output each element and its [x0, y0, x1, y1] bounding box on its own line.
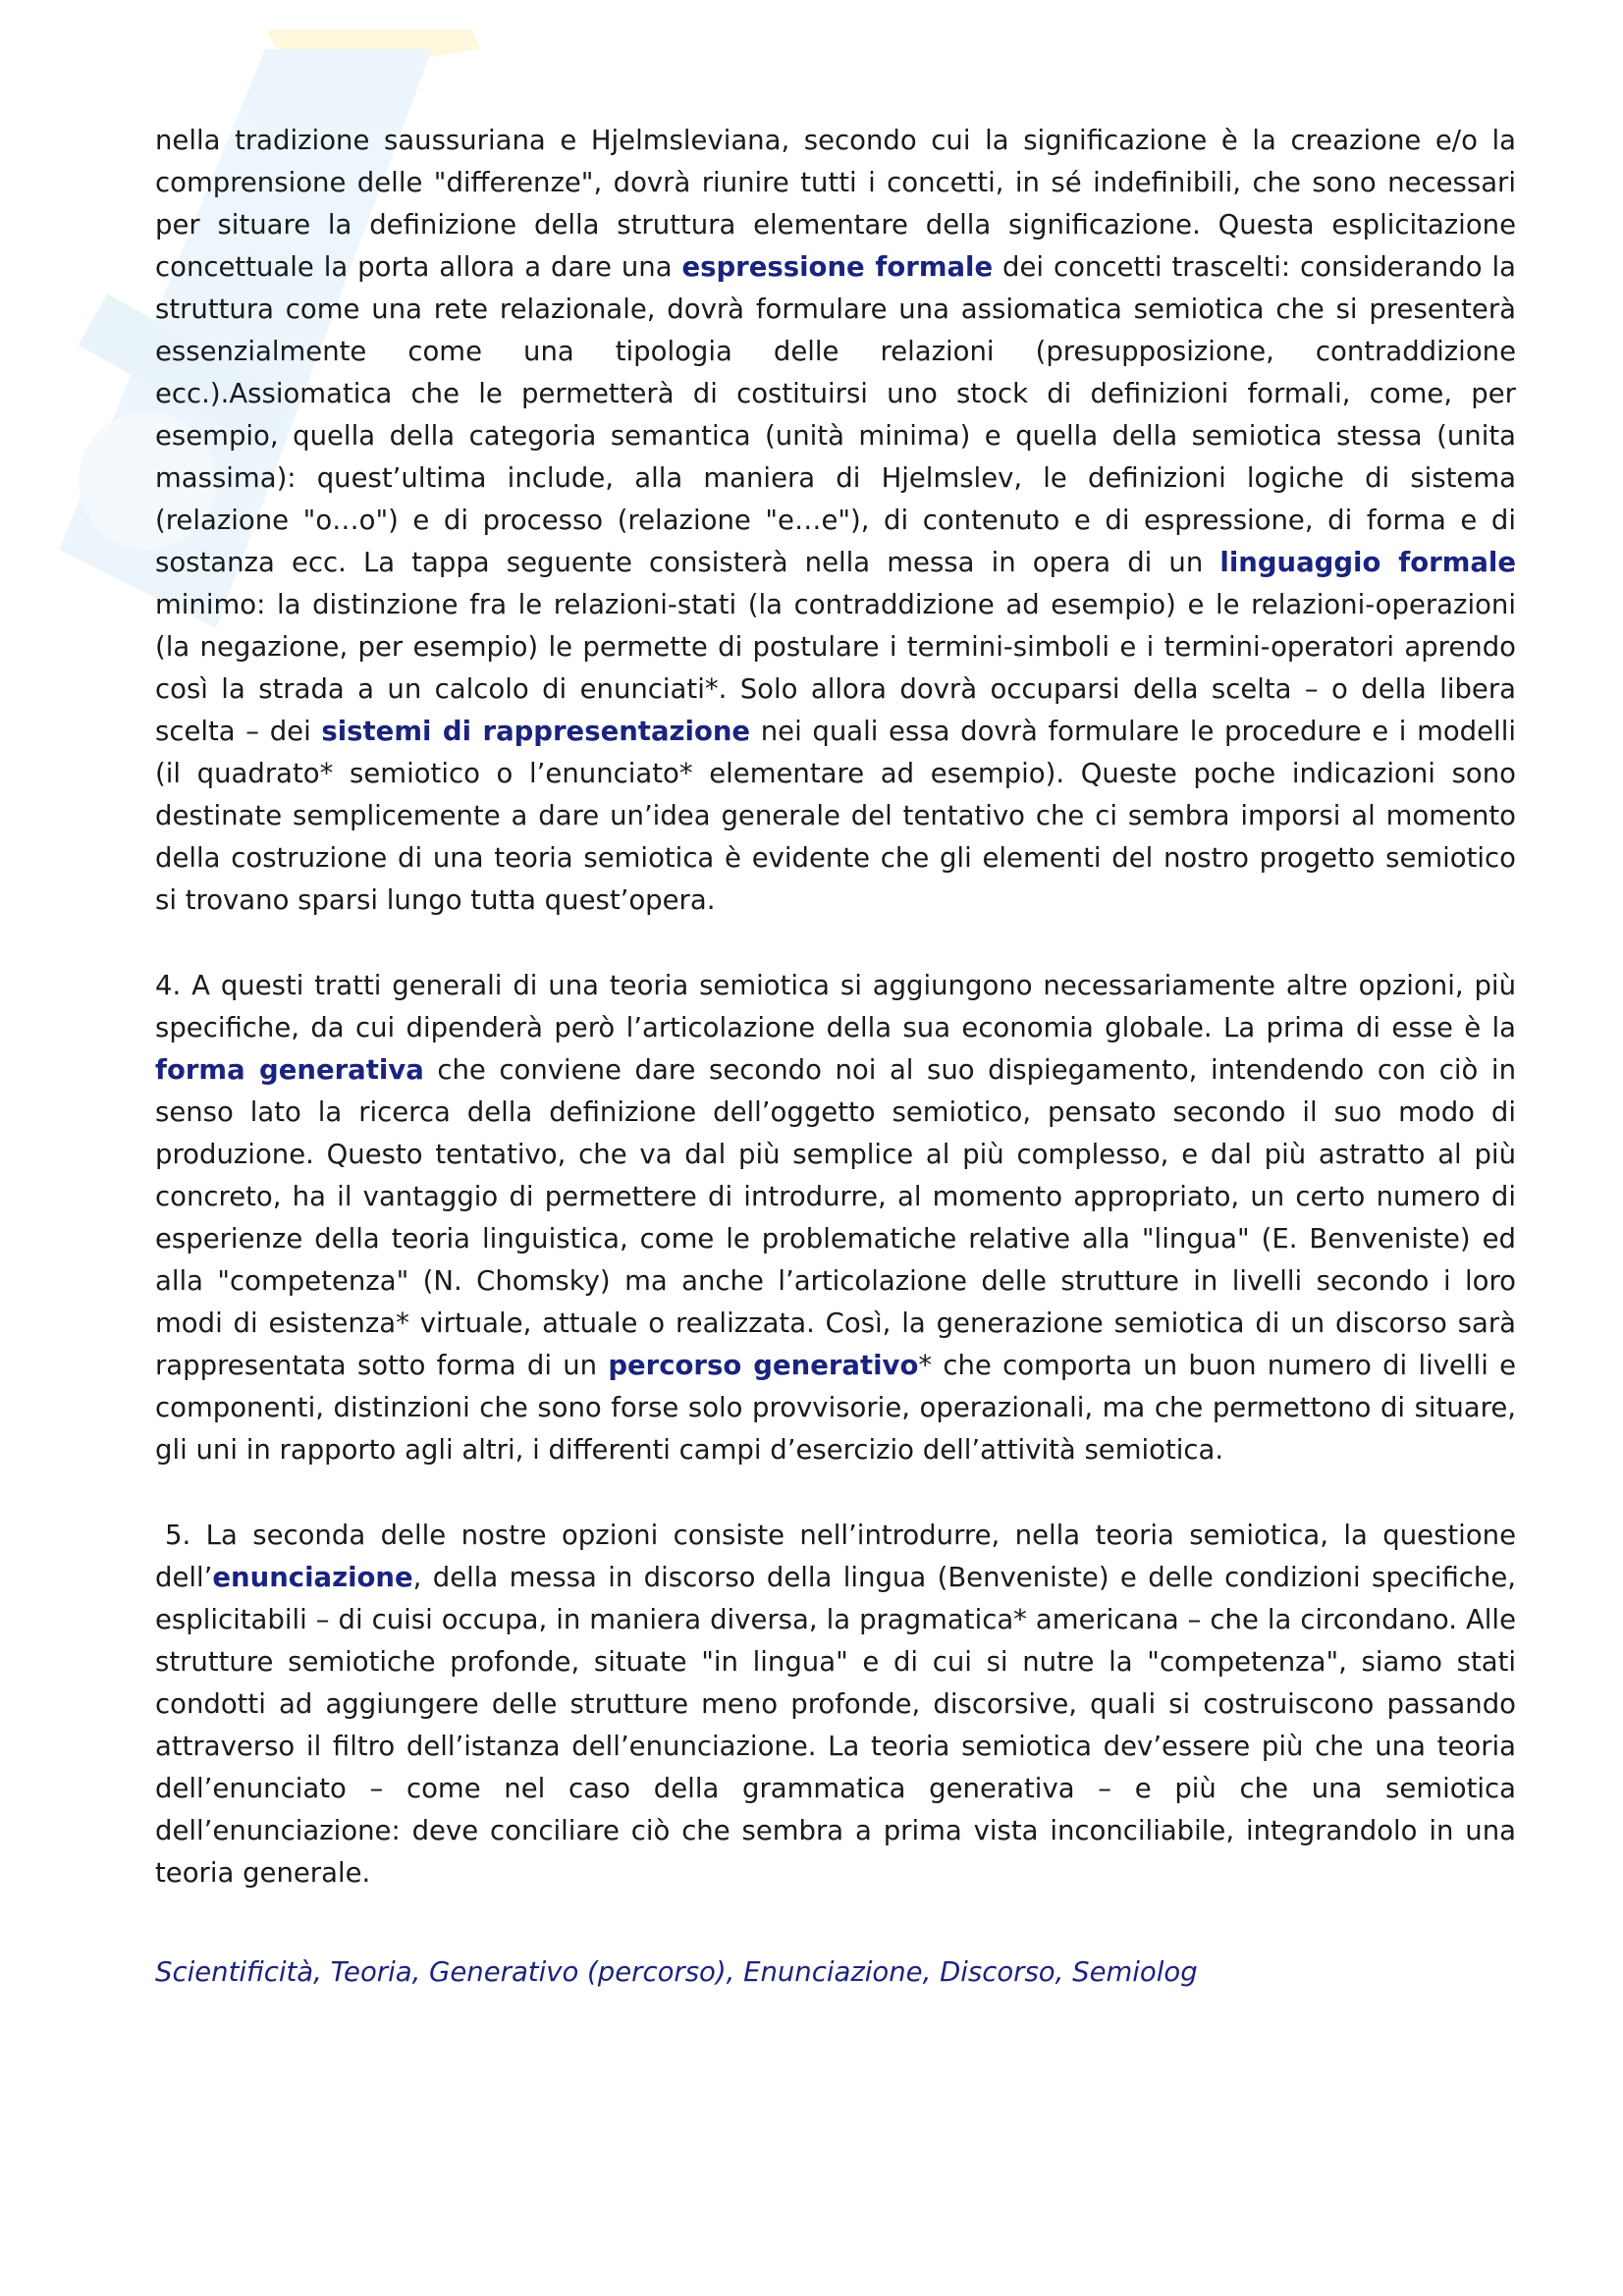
paragraph-2 — [155, 965, 1516, 1471]
bold-term: enunciazione — [212, 1562, 413, 1593]
text-run: 4. A questi tratti generali di una teoria semiotica si aggiungono necessariamente altre opzioni, più specifiche, da cui dipenderà però l’articolazione della sua economia globale. La prima di esse è la — [155, 970, 1516, 1043]
paragraph-3 — [155, 1515, 1516, 1895]
text-run: 5. La seconda delle nostre opzioni consiste nell’introdurre, nella teoria semiotica, la questione dell’ — [155, 1520, 1516, 1593]
bold-term: percorso generativo — [608, 1350, 919, 1381]
bold-term: espressione formale — [681, 251, 994, 283]
document-page — [155, 120, 1516, 1994]
text-run: , della messa in discorso della lingua (Benveniste) e delle condizioni specifiche, esplicitabili – di cuisi occupa, in maniera diversa, la pragmatica* americana – che la circondano. Alle strutture semiotiche profonde, situate "in lingua" e di cui si nutre la "competenza", siamo stati condotti ad aggiungere delle strutture meno profonde, discorsive, quali si costruiscono passando attraverso il filtro dell’istanza dell’enunciazione. La teoria semiotica dev’essere più che una teoria dell’enunciato – come nel caso della grammatica generativa – e più che una semiotica dell’enunciazione: deve conciliare ciò che sembra a prima vista inconciliabile, integrandolo in una teoria generale. — [155, 1562, 1516, 1889]
text-run: minimo: la distinzione fra le relazioni-stati (la contraddizione ad esempio) e le relazioni-operazioni (la negazione, per esempio) le permette di postulare i termini-simboli e i termini-operatori aprendo così la strada a un calcolo di enunciati*. Solo allora dovrà occuparsi della scelta – o della libera scelta – dei — [155, 589, 1516, 747]
text-run: nei quali essa dovrà formulare le procedure e i modelli (il quadrato* semiotico o l’enunciato* elementare ad esempio). Queste poche indicazioni sono destinate semplicemente a dare un’idea generale del tentativo che ci sembra imporsi al momento della costruzione di una teoria semiotica è evidente che gli elementi del nostro progetto semiotico si trovano sparsi lungo tutta quest’opera. — [155, 716, 1516, 916]
bold-term: linguaggio formale — [1219, 547, 1516, 578]
text-run: * che comporta un buon numero di livelli e componenti, distinzioni che sono forse solo provvisorie, operazionali, ma che permettono di situare, gli uni in rapporto agli altri, i differenti campi d’esercizio dell’attività semiotica. — [155, 1350, 1516, 1466]
keywords-line: Scientificità, Teoria, Generativo (percorso), Enunciazione, Discorso, Semiolog — [155, 1956, 1198, 1988]
text-run: nella tradizione saussuriana e Hjelmsleviana, secondo cui la significazione è la creazione e/o la comprensione delle "differenze", dovrà riunire tutti i concetti, in sé indefinibili, che sono necessari per situare la definizione della struttura elementare della significazione. Questa esplicitazione concettuale la porta allora a dare una — [155, 125, 1516, 283]
text-run: che conviene dare secondo noi al suo dispiegamento, intendendo con ciò in senso lato la ricerca della definizione dell’oggetto semiotico, pensato secondo il suo modo di produzione. Questo tentativo, che va dal più semplice al più complesso, e dal più astratto al più concreto, ha il vantaggio di permettere di introdurre, al momento appropriato, un certo numero di esperienze della teoria linguistica, come le problematiche relative alla "lingua" (E. Benveniste) ed alla "competenza" (N. Chomsky) ma anche l’articolazione delle strutture in livelli secondo i loro modi di esistenza* virtuale, attuale o realizzata. Così, la generazione semiotica di un discorso sarà rappresentata sotto forma di un — [155, 1054, 1516, 1381]
paragraph-1 — [155, 120, 1516, 922]
bold-term: forma generativa — [155, 1054, 424, 1086]
bold-term: sistemi di rappresentazione — [321, 716, 751, 747]
text-run: dei concetti trascelti: considerando la struttura come una rete relazionale, dovrà formulare una assiomatica semiotica che si presenterà essenzialmente come una tipologia delle relazioni (presupposizione, contraddizione ecc.).Assiomatica che le permetterà di costituirsi uno stock di definizioni formali, come, per esempio, quella della categoria semantica (unità minima) e quella della semiotica stessa (unita massima): quest’ultima include, alla maniera di Hjelmslev, le definizioni logiche di sistema (relazione "o…o") e di processo (relazione "e…e"), di contenuto e di espressione, di forma e di sostanza ecc. La tappa seguente consisterà nella messa in opera di un — [155, 251, 1516, 578]
